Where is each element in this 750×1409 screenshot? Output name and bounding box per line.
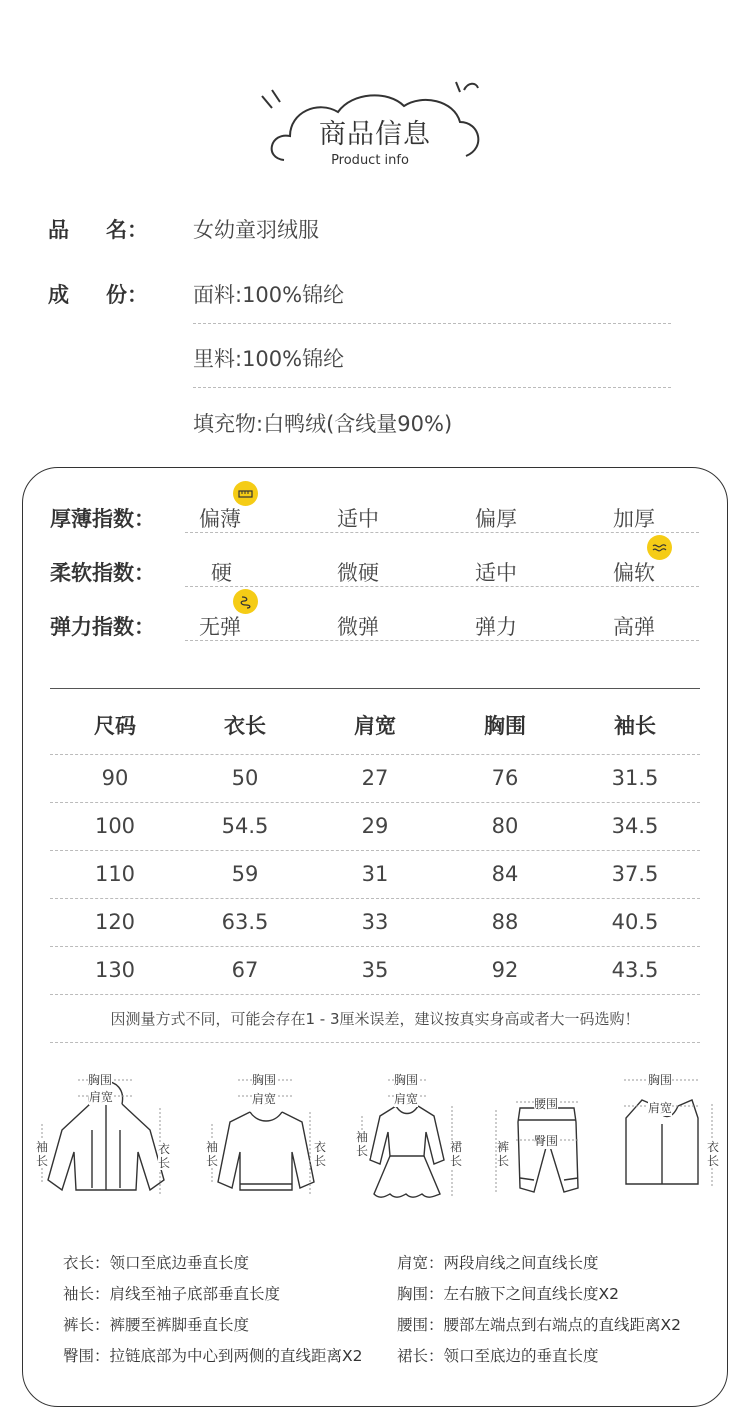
name-label-char1: 品 — [48, 218, 69, 242]
divider — [185, 532, 699, 533]
cell: 43.5 — [611, 958, 659, 982]
section-title: 商品信息 — [319, 119, 431, 150]
definition-shoulder: 肩宽：两段肩线之间直线长度 — [397, 1254, 599, 1272]
divider — [50, 850, 700, 851]
cell: 130 — [94, 958, 136, 982]
composition-filling: 填充物:白鸭绒(含线量90%) — [193, 412, 453, 436]
table-row — [50, 814, 700, 838]
softness-index-label: 柔软指数： — [50, 561, 155, 585]
sweater-chest-label: 胸围 — [252, 1073, 277, 1087]
cell: 31.5 — [611, 766, 659, 790]
column-header-size: 尺码 — [94, 714, 136, 738]
pants-icon — [518, 1108, 578, 1192]
dress-icon — [370, 1106, 444, 1197]
divider — [50, 1042, 700, 1043]
definition-skirt-length: 裙长：领口至底边的垂直长度 — [397, 1347, 599, 1365]
softness-option: 偏软 — [613, 561, 655, 585]
jacket-sleeve-label: 袖长 — [36, 1140, 49, 1168]
divider — [50, 946, 700, 947]
softness-option: 微硬 — [337, 561, 379, 585]
cell: 67 — [231, 958, 259, 982]
cell: 84 — [491, 862, 519, 886]
composition-fabric: 面料:100%锦纶 — [193, 283, 345, 307]
cell: 34.5 — [611, 814, 659, 838]
definition-pants-length: 裤长：裤腰至裤脚垂直长度 — [63, 1316, 250, 1334]
header-badge — [0, 0, 750, 180]
table-row — [50, 766, 700, 790]
thickness-option: 加厚 — [613, 507, 655, 531]
column-header-shoulder: 肩宽 — [354, 714, 396, 738]
vest-shoulder-label: 肩宽 — [648, 1101, 673, 1115]
spring-icon — [233, 589, 258, 614]
thickness-option: 适中 — [337, 507, 379, 531]
cell: 50 — [231, 766, 259, 790]
pants-hip-label: 臀围 — [534, 1134, 559, 1148]
cell: 31 — [361, 862, 389, 886]
softness-option: 硬 — [211, 561, 232, 585]
definition-waist: 腰围：腰部左端点到右端点的直线距离X2 — [397, 1316, 681, 1334]
definition-chest: 胸围：左右腋下之间直线长度X2 — [397, 1285, 619, 1303]
definition-hip: 臀围：拉链底部为中心到两侧的直线距离X2 — [63, 1347, 363, 1365]
cell: 37.5 — [611, 862, 659, 886]
cell: 33 — [361, 910, 389, 934]
cell: 88 — [491, 910, 519, 934]
composition-row — [48, 279, 148, 309]
dress-chest-label: 胸围 — [394, 1073, 419, 1087]
composition-lining: 里料:100%锦纶 — [193, 347, 345, 371]
cell: 63.5 — [221, 910, 269, 934]
comp-label-char1: 成 — [48, 283, 69, 307]
product-name-row — [48, 214, 148, 244]
jacket-length-label: 衣长 — [158, 1142, 171, 1170]
jacket-shoulder-label: 肩宽 — [89, 1090, 114, 1104]
size-table-header — [50, 710, 700, 740]
product-name-value: 女幼童羽绒服 — [193, 218, 319, 242]
vest-length-label: 衣长 — [707, 1140, 720, 1168]
elasticity-index-label: 弹力指数： — [50, 615, 155, 639]
elasticity-option: 高弹 — [613, 615, 655, 639]
column-header-chest: 胸围 — [484, 714, 526, 738]
cell: 76 — [491, 766, 519, 790]
definition-sleeve: 袖长：肩线至袖子底部垂直长度 — [63, 1285, 281, 1303]
divider — [50, 754, 700, 755]
cell: 100 — [94, 814, 136, 838]
cell: 40.5 — [611, 910, 659, 934]
table-top-rule — [50, 688, 700, 689]
divider — [185, 640, 699, 641]
thickness-index-label: 厚薄指数： — [50, 507, 155, 531]
thickness-option: 偏厚 — [475, 507, 517, 531]
dress-skirt-length-label: 裙长 — [450, 1140, 463, 1168]
cell: 80 — [491, 814, 519, 838]
jacket-chest-label: 胸围 — [88, 1073, 113, 1087]
wave-icon — [647, 535, 672, 560]
divider — [50, 994, 700, 995]
divider — [50, 802, 700, 803]
table-row — [50, 862, 700, 886]
cell: 35 — [361, 958, 389, 982]
dress-shoulder-label: 肩宽 — [394, 1092, 419, 1106]
garment-diagrams — [0, 1060, 750, 1220]
cell: 27 — [361, 766, 389, 790]
definition-length: 衣长：领口至底边垂直长度 — [63, 1254, 250, 1272]
pants-waist-label: 腰围 — [534, 1097, 559, 1111]
sweater-shoulder-label: 肩宽 — [252, 1092, 277, 1106]
section-subtitle: Product info — [331, 153, 409, 168]
divider — [193, 387, 671, 388]
dress-sleeve-label: 袖长 — [356, 1130, 369, 1158]
divider — [193, 323, 671, 324]
column-header-length: 衣长 — [224, 714, 266, 738]
pants-length-label: 裤长 — [497, 1140, 510, 1168]
elasticity-option: 微弹 — [337, 615, 379, 639]
cell: 54.5 — [221, 814, 269, 838]
divider — [185, 586, 699, 587]
cell: 59 — [231, 862, 259, 886]
elasticity-option: 弹力 — [475, 615, 517, 639]
name-label-char2: 名： — [106, 218, 148, 242]
table-row — [50, 958, 700, 982]
comp-label-char2: 份： — [106, 283, 148, 307]
cell: 92 — [491, 958, 519, 982]
cell: 90 — [101, 766, 129, 790]
column-header-sleeve: 袖长 — [614, 714, 656, 738]
cell: 110 — [94, 862, 136, 886]
table-row — [50, 910, 700, 934]
cell: 120 — [94, 910, 136, 934]
sweater-sleeve-label: 袖长 — [206, 1140, 219, 1168]
vest-chest-label: 胸围 — [648, 1073, 673, 1087]
sweater-icon — [218, 1112, 314, 1190]
ruler-icon — [233, 481, 258, 506]
cell: 29 — [361, 814, 389, 838]
softness-option: 适中 — [475, 561, 517, 585]
thickness-option: 偏薄 — [199, 507, 241, 531]
measurement-note: 因测量方式不同，可能会存在1 - 3厘米误差，建议按真实身高或者大一码选购！ — [110, 1010, 640, 1028]
elasticity-option: 无弹 — [199, 615, 241, 639]
sweater-length-label: 衣长 — [314, 1140, 327, 1168]
divider — [50, 898, 700, 899]
